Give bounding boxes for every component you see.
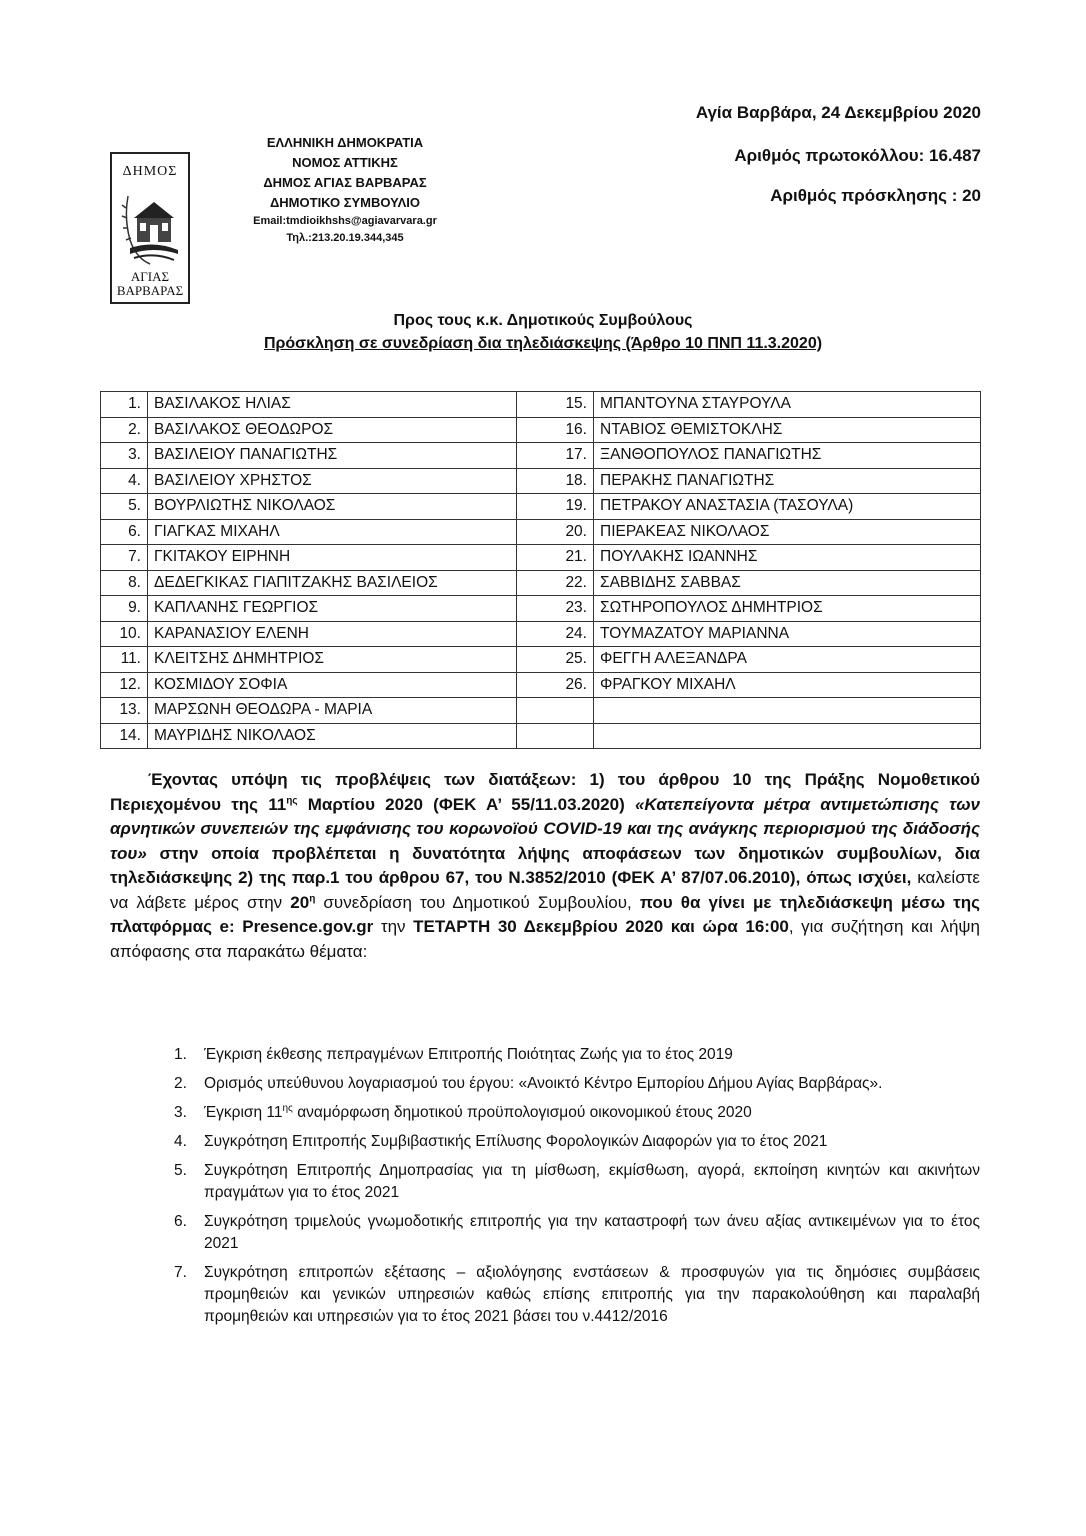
table-row xyxy=(101,647,981,673)
agenda-item-text: αναμόρφωση δημοτικού προϋπολογισμού οικονομικού έτους 2020 xyxy=(292,1104,752,1121)
member-number: 4. xyxy=(101,468,148,494)
table-row xyxy=(101,698,981,724)
table-row xyxy=(101,621,981,647)
body-session: συνεδρίαση του Δημοτικού Συμβουλίου, xyxy=(315,892,640,912)
member-number: 7. xyxy=(101,545,148,571)
member-name xyxy=(594,723,981,749)
member-name: ΝΤΑΒΙΟΣ ΘΕΜΙΣΤΟΚΛΗΣ xyxy=(594,417,981,443)
member-name: ΓΙΑΓΚΑΣ ΜΙΧΑΗΛ xyxy=(148,519,517,545)
table-row xyxy=(101,596,981,622)
table-row xyxy=(101,443,981,469)
member-name: ΚΑΡΑΝΑΣΙΟΥ ΕΛΕΝΗ xyxy=(148,621,517,647)
place-date: Αγία Βαρβάρα, 24 Δεκεμβρίου 2020 xyxy=(695,103,981,122)
member-number: 11. xyxy=(101,647,148,673)
member-number: 24. xyxy=(517,621,594,647)
member-name: ΜΑΡΣΩΝΗ ΘΕΟΔΩΡΑ - ΜΑΡΙΑ xyxy=(148,698,517,724)
invitation-number: Αριθμός πρόσκλησης : 20 xyxy=(770,186,981,205)
member-name: ΣΑΒΒΙΔΗΣ ΣΑΒΒΑΣ xyxy=(594,570,981,596)
body-session-sup: η xyxy=(309,892,316,904)
member-name: ΒΑΣΙΛΑΚΟΣ ΗΛΙΑΣ xyxy=(148,392,517,418)
member-number: 14. xyxy=(101,723,148,749)
authority-email: Email:tmdioikhshs@agiavarvara.gr xyxy=(253,215,437,227)
agenda-item-number: 4. xyxy=(174,1133,187,1150)
table-row xyxy=(101,723,981,749)
body-session-number: 20 xyxy=(290,892,310,912)
logo-bottom-text xyxy=(112,270,188,298)
agenda-item-text: Έγκριση 11 xyxy=(204,1104,283,1121)
member-name: ΤΟΥΜΑΖΑΤΟΥ ΜΑΡΙΑΝΝΑ xyxy=(594,621,981,647)
member-number: 18. xyxy=(517,468,594,494)
table-row xyxy=(101,417,981,443)
member-name: ΠΙΕΡΑΚΕΑΣ ΝΙΚΟΛΑΟΣ xyxy=(594,519,981,545)
member-number: 23. xyxy=(517,596,594,622)
member-name: ΣΩΤΗΡΟΠΟΥΛΟΣ ΔΗΜΗΤΡΙΟΣ xyxy=(594,596,981,622)
authority-line4: ΔΗΜΟΤΙΚΟ ΣΥΜΒΟΥΛΙΟ xyxy=(269,195,421,210)
member-number: 16. xyxy=(517,417,594,443)
member-name: ΒΑΣΙΛΑΚΟΣ ΘΕΟΔΩΡΟΣ xyxy=(148,417,517,443)
table-row xyxy=(101,545,981,571)
member-name: ΚΑΠΛΑΝΗΣ ΓΕΩΡΓΙΟΣ xyxy=(148,596,517,622)
agenda-item xyxy=(172,1044,980,1066)
member-name: ΔΕΔΕΓΚΙΚΑΣ ΓΙΑΠΙΤΖΑΚΗΣ ΒΑΣΙΛΕΙΟΣ xyxy=(148,570,517,596)
member-name: ΠΕΡΑΚΗΣ ΠΑΝΑΓΙΩΤΗΣ xyxy=(594,468,981,494)
agenda-item xyxy=(172,1262,980,1328)
member-number: 3. xyxy=(101,443,148,469)
agenda-item-text: Συγκρότηση επιτροπών εξέτασης – αξιολόγησης ενστάσεων & προσφυγών για τις δημόσιες συμβάσεις προμηθειών και γενικών υπηρεσιών καθώς επίσης επιτροπής για την παρακολούθηση και παραλαβή προμηθειών και υπηρεσιών για το έτος 2021 βάσει του ν.4412/2016 xyxy=(204,1264,980,1325)
member-number: 12. xyxy=(101,672,148,698)
authority-line2: ΝΟΜΟΣ ΑΤΤΙΚΗΣ xyxy=(292,155,398,170)
agenda-item xyxy=(172,1160,980,1204)
member-number: 21. xyxy=(517,545,594,571)
member-name: ΒΑΣΙΛΕΙΟΥ ΠΑΝΑΓΙΩΤΗΣ xyxy=(148,443,517,469)
member-number: 19. xyxy=(517,494,594,520)
member-name: ΞΑΝΘΟΠΟΥΛΟΣ ΠΑΝΑΓΙΩΤΗΣ xyxy=(594,443,981,469)
member-name: ΜΑΥΡΙΔΗΣ ΝΙΚΟΛΑΟΣ xyxy=(148,723,517,749)
member-number: 25. xyxy=(517,647,594,673)
member-number: 1. xyxy=(101,392,148,418)
body-measures-title: «Κατεπείγοντα μέτρα αντιμετώπισης των αρνητικών συνεπειών της εμφάνισης του κορωνοϊού COVID-19 και της ανάγκης περιορισμού της διάδοσής του» xyxy=(110,794,980,863)
member-name: ΚΟΣΜΙΔΟΥ ΣΟΦΙΑ xyxy=(148,672,517,698)
logo-bottom-line2: ΒΑΡΒΑΡΑΣ xyxy=(116,283,184,298)
body-intro-sup: ης xyxy=(286,794,298,806)
agenda-list xyxy=(172,1044,980,1335)
member-name: ΚΛΕΙΤΣΗΣ ΔΗΜΗΤΡΙΟΣ xyxy=(148,647,517,673)
member-name: ΒΑΣΙΛΕΙΟΥ ΧΡΗΣΤΟΣ xyxy=(148,468,517,494)
agenda-item xyxy=(172,1131,980,1153)
table-row xyxy=(101,494,981,520)
member-name: ΠΕΤΡΑΚΟΥ ΑΝΑΣΤΑΣΙΑ (ΤΑΣΟΥΛΑ) xyxy=(594,494,981,520)
member-number: 10. xyxy=(101,621,148,647)
member-number: 26. xyxy=(517,672,594,698)
member-number: 8. xyxy=(101,570,148,596)
agenda-item-text: Συγκρότηση Επιτροπής Δημοπρασίας για τη μίσθωση, εκμίσθωση, αγορά, εκποίηση κινητών και ακινήτων πραγμάτων για το έτος 2021 xyxy=(204,1162,980,1201)
member-name: ΠΟΥΛΑΚΗΣ ΙΩΑΝΝΗΣ xyxy=(594,545,981,571)
body-datetime: ΤΕΤΑΡΤΗ 30 Δεκεμβρίου 2020 και ώρα 16:00 xyxy=(413,917,789,936)
agenda-item-number: 3. xyxy=(174,1104,187,1121)
table-row xyxy=(101,392,981,418)
agenda-item xyxy=(172,1211,980,1255)
authority-line1: ΕΛΛΗΝΙΚΗ ΔΗΜΟΚΡΑΤΙΑ xyxy=(266,135,424,150)
member-number: 6. xyxy=(101,519,148,545)
agenda-item-number: 2. xyxy=(174,1075,187,1092)
member-name: ΜΠΑΝΤΟΥΝΑ ΣΤΑΥΡΟΥΛΑ xyxy=(594,392,981,418)
member-name: ΓΚΙΤΑΚΟΥ ΕΙΡΗΝΗ xyxy=(148,545,517,571)
member-number: 13. xyxy=(101,698,148,724)
council-members-table xyxy=(100,391,981,749)
member-name: ΒΟΥΡΛΙΩΤΗΣ ΝΙΚΟΛΑΟΣ xyxy=(148,494,517,520)
logo-top-text: ΔΗΜΟΣ xyxy=(122,164,178,179)
member-name xyxy=(594,698,981,724)
member-number: 9. xyxy=(101,596,148,622)
body-platform: που θα γίνει με τηλεδιάσκεψη μέσω της πλατφόρμας e: Presence.gov.gr xyxy=(110,892,980,936)
body-provision: στην οποία προβλέπεται η δυνατότητα λήψης αποφάσεων των δημοτικών συμβουλίων, δια τηλεδιάσκεψης 2) της παρ.1 του άρθρου 67, του Ν.3852/2010 (ΦΕΚ Α’ 87/07.06.2010), όπως ισχύει, xyxy=(110,843,980,887)
agenda-item-number: 7. xyxy=(174,1264,187,1281)
table-row xyxy=(101,468,981,494)
agenda-item-sup: ης xyxy=(282,1102,293,1114)
authority-line3: ΔΗΜΟΣ ΑΓΙΑΣ ΒΑΡΒΑΡΑΣ xyxy=(263,175,427,190)
agenda-item-number: 1. xyxy=(174,1046,187,1063)
member-number: 5. xyxy=(101,494,148,520)
authority-block xyxy=(230,133,460,247)
body-closing: , για συζήτηση και λήψη απόφασης στα παρακάτω θέματα: xyxy=(110,917,980,961)
member-name: ΦΕΓΓΗ ΑΛΕΞΑΝΔΡΑ xyxy=(594,647,981,673)
logo-bottom-line1: ΑΓΙΑΣ xyxy=(130,269,170,284)
body-call: καλείστε να λάβετε μέρος στην xyxy=(110,868,980,912)
agenda-item-number: 6. xyxy=(174,1213,187,1230)
member-name: ΦΡΑΓΚΟΥ ΜΙΧΑΗΛ xyxy=(594,672,981,698)
member-number: 15. xyxy=(517,392,594,418)
member-number xyxy=(517,698,594,724)
member-number xyxy=(517,723,594,749)
body-intro: Έχοντας υπόψη τις προβλέψεις των διατάξεων: 1) του άρθρου 10 της Πράξης Νομοθετικού Περιεχομένου της 11 xyxy=(110,770,980,814)
agenda-item xyxy=(172,1073,980,1095)
addressee-block xyxy=(0,309,1086,355)
agenda-item xyxy=(172,1102,980,1124)
body-fek: Μαρτίου 2020 (ΦΕΚ Α’ 55/11.03.2020) xyxy=(297,794,635,814)
church-emblem-icon xyxy=(120,188,182,268)
protocol-number: Αριθμός πρωτοκόλλου: 16.487 xyxy=(734,146,981,165)
authority-phone: Τηλ.:213.20.19.344,345 xyxy=(286,232,404,244)
body-on: την xyxy=(373,917,414,936)
member-number: 20. xyxy=(517,519,594,545)
agenda-item-text: Έγκριση έκθεσης πεπραγμένων Επιτροπής Ποιότητας Ζωής για το έτος 2019 xyxy=(204,1046,733,1063)
invitation-body xyxy=(110,768,980,964)
municipality-logo xyxy=(110,152,190,304)
invitation-subject: Πρόσκληση σε συνεδρίαση δια τηλεδιάσκεψης (Άρθρο 10 ΠΝΠ 11.3.2020) xyxy=(263,335,823,352)
addressee-to: Προς τους κ.κ. Δημοτικούς Συμβούλους xyxy=(393,312,693,329)
agenda-item-text: Ορισμός υπεύθυνου λογαριασμού του έργου: «Ανοικτό Κέντρο Εμπορίου Δήμου Αγίας Βαρβάρας». xyxy=(204,1075,883,1092)
member-number: 2. xyxy=(101,417,148,443)
table-row xyxy=(101,519,981,545)
table-row xyxy=(101,672,981,698)
agenda-item-text: Συγκρότηση τριμελούς γνωμοδοτικής επιτροπής για την καταστροφή των άνευ αξίας αντικειμένων για το έτος 2021 xyxy=(204,1213,980,1252)
table-row xyxy=(101,570,981,596)
agenda-item-number: 5. xyxy=(174,1162,187,1179)
agenda-item-text: Συγκρότηση Επιτροπής Συμβιβαστικής Επίλυσης Φορολογικών Διαφορών για το έτος 2021 xyxy=(204,1133,828,1150)
member-number: 17. xyxy=(517,443,594,469)
member-number: 22. xyxy=(517,570,594,596)
